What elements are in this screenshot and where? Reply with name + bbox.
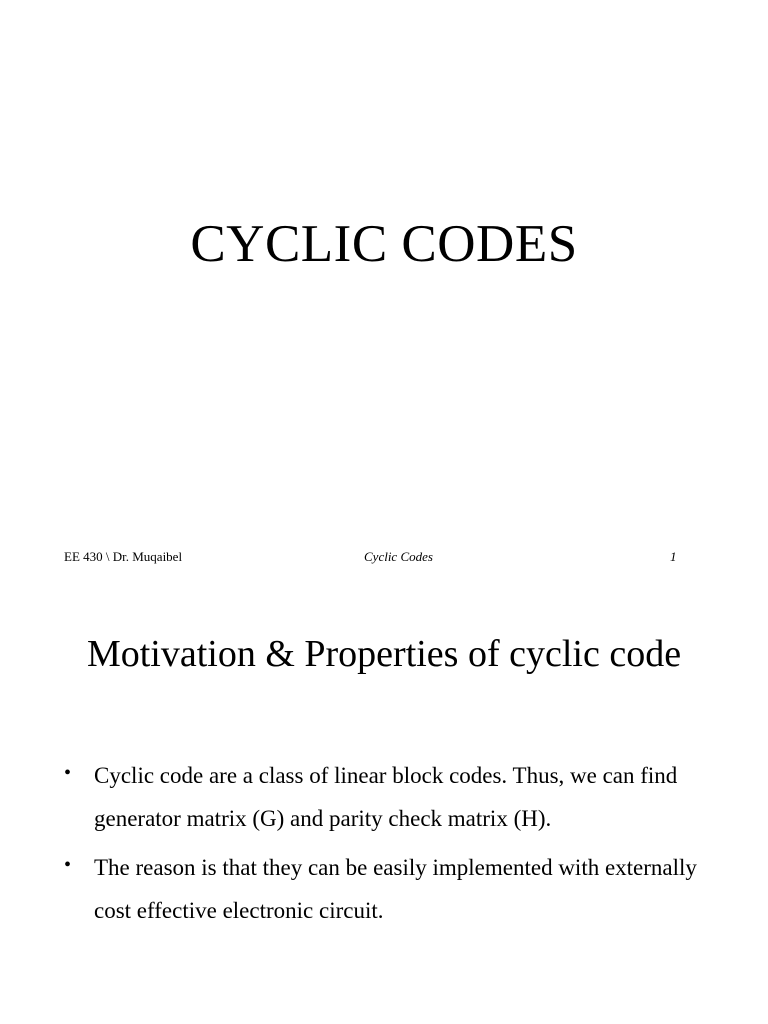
bullet-item	[64, 846, 724, 932]
bullet-icon: •	[64, 854, 72, 876]
slide-title: CYCLIC CODES	[190, 215, 578, 273]
section-heading: Motivation & Properties of cyclic code	[86, 633, 682, 675]
bullet-icon: •	[64, 762, 72, 784]
bullet-text: Cyclic code are a class of linear block codes. Thus, we can find generator matrix (G) and parity check matrix (H).	[94, 763, 678, 831]
bullet-list	[64, 754, 724, 938]
footer-topic: Cyclic Codes	[364, 549, 433, 564]
bullet-item	[64, 754, 724, 840]
bullet-text: The reason is that they can be easily implemented with externally cost effective electronic circuit.	[94, 855, 697, 923]
footer-course: EE 430 \ Dr. Muqaibel	[64, 549, 183, 564]
footer-page-number: 1	[670, 549, 677, 564]
